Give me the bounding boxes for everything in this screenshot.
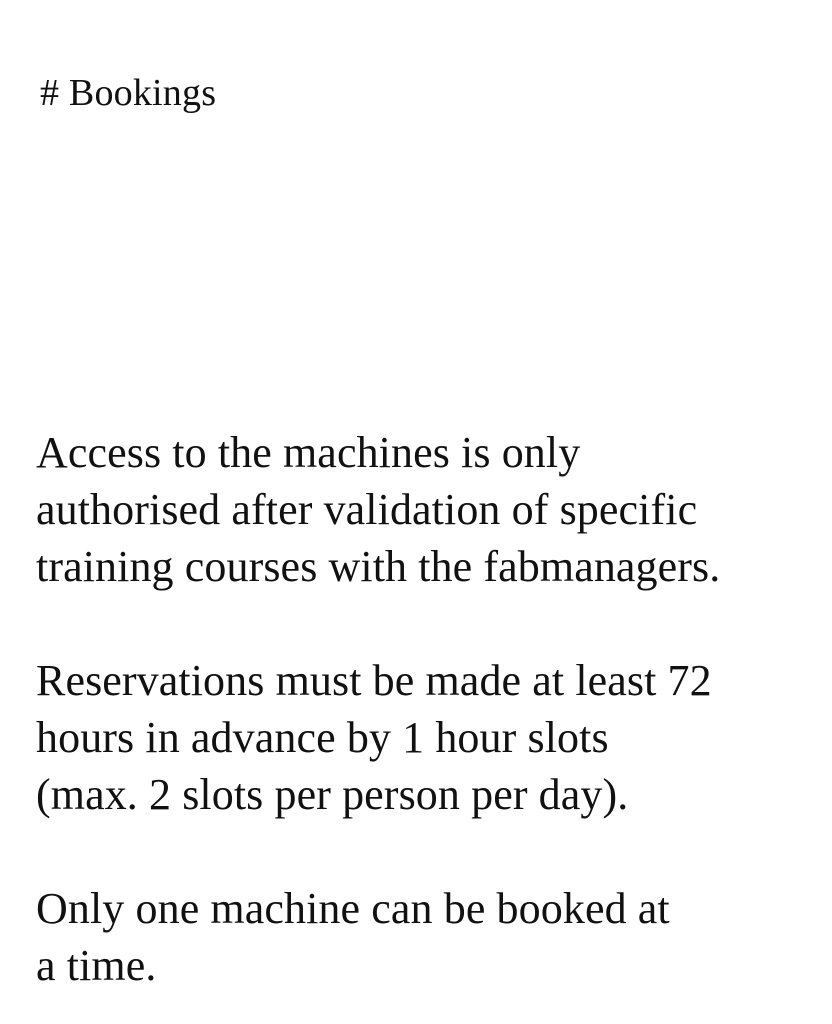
- paragraph-reservations: [36, 652, 816, 823]
- text-line: Reservations must be made at least 72: [36, 656, 712, 705]
- text-line: hours in advance by 1 hour slots: [36, 713, 609, 762]
- text-line: authorised after validation of specific: [36, 485, 698, 534]
- paragraph-one-machine: [36, 880, 816, 994]
- booking-rules: [36, 424, 816, 994]
- text-line: Access to the machines is only: [36, 428, 581, 477]
- text-line: training courses with the fabmanagers.: [36, 542, 721, 591]
- page-heading: # Bookings: [40, 72, 217, 114]
- text-line: Only one machine can be booked at: [36, 884, 670, 933]
- text-line: (max. 2 slots per person per day).: [36, 770, 629, 819]
- text-line: a time.: [36, 941, 157, 990]
- paragraph-access: [36, 424, 816, 595]
